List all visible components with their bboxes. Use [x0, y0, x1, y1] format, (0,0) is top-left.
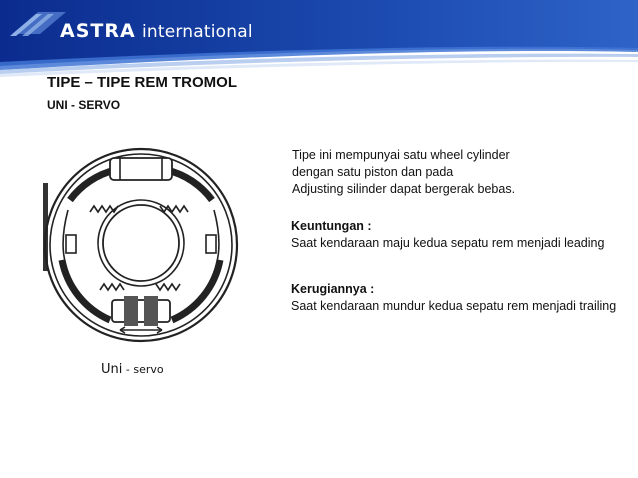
brand-suffix: international	[141, 22, 253, 42]
drum-brake-figure	[40, 140, 250, 350]
description-text	[292, 147, 612, 198]
advantage-section	[291, 218, 621, 252]
figure-caption-sub: - servo	[122, 363, 164, 376]
brand-name: ASTRA	[60, 20, 136, 42]
description-line: dengan satu piston dan pada	[292, 165, 454, 179]
slide-title: TIPE – TIPE REM TROMOL	[47, 74, 238, 91]
slide-subtitle: UNI - SERVO	[47, 98, 121, 112]
description-line: Tipe ini mempunyai satu wheel cylinder	[292, 148, 510, 162]
advantage-heading: Keuntungan :	[291, 219, 372, 233]
brand-logo-text	[60, 20, 253, 42]
drum-brake-diagram-icon	[40, 140, 250, 350]
figure-caption	[101, 362, 164, 377]
advantage-text: Saat kendaraan maju kedua sepatu rem menjadi leading	[291, 236, 605, 250]
disadvantage-heading: Kerugiannya :	[291, 282, 375, 296]
disadvantage-text: Saat kendaraan mundur kedua sepatu rem menjadi trailing	[291, 299, 617, 313]
figure-caption-main: Uni	[101, 362, 123, 377]
disadvantage-section	[291, 281, 621, 315]
description-line: Adjusting silinder dapat bergerak bebas.	[292, 182, 516, 196]
